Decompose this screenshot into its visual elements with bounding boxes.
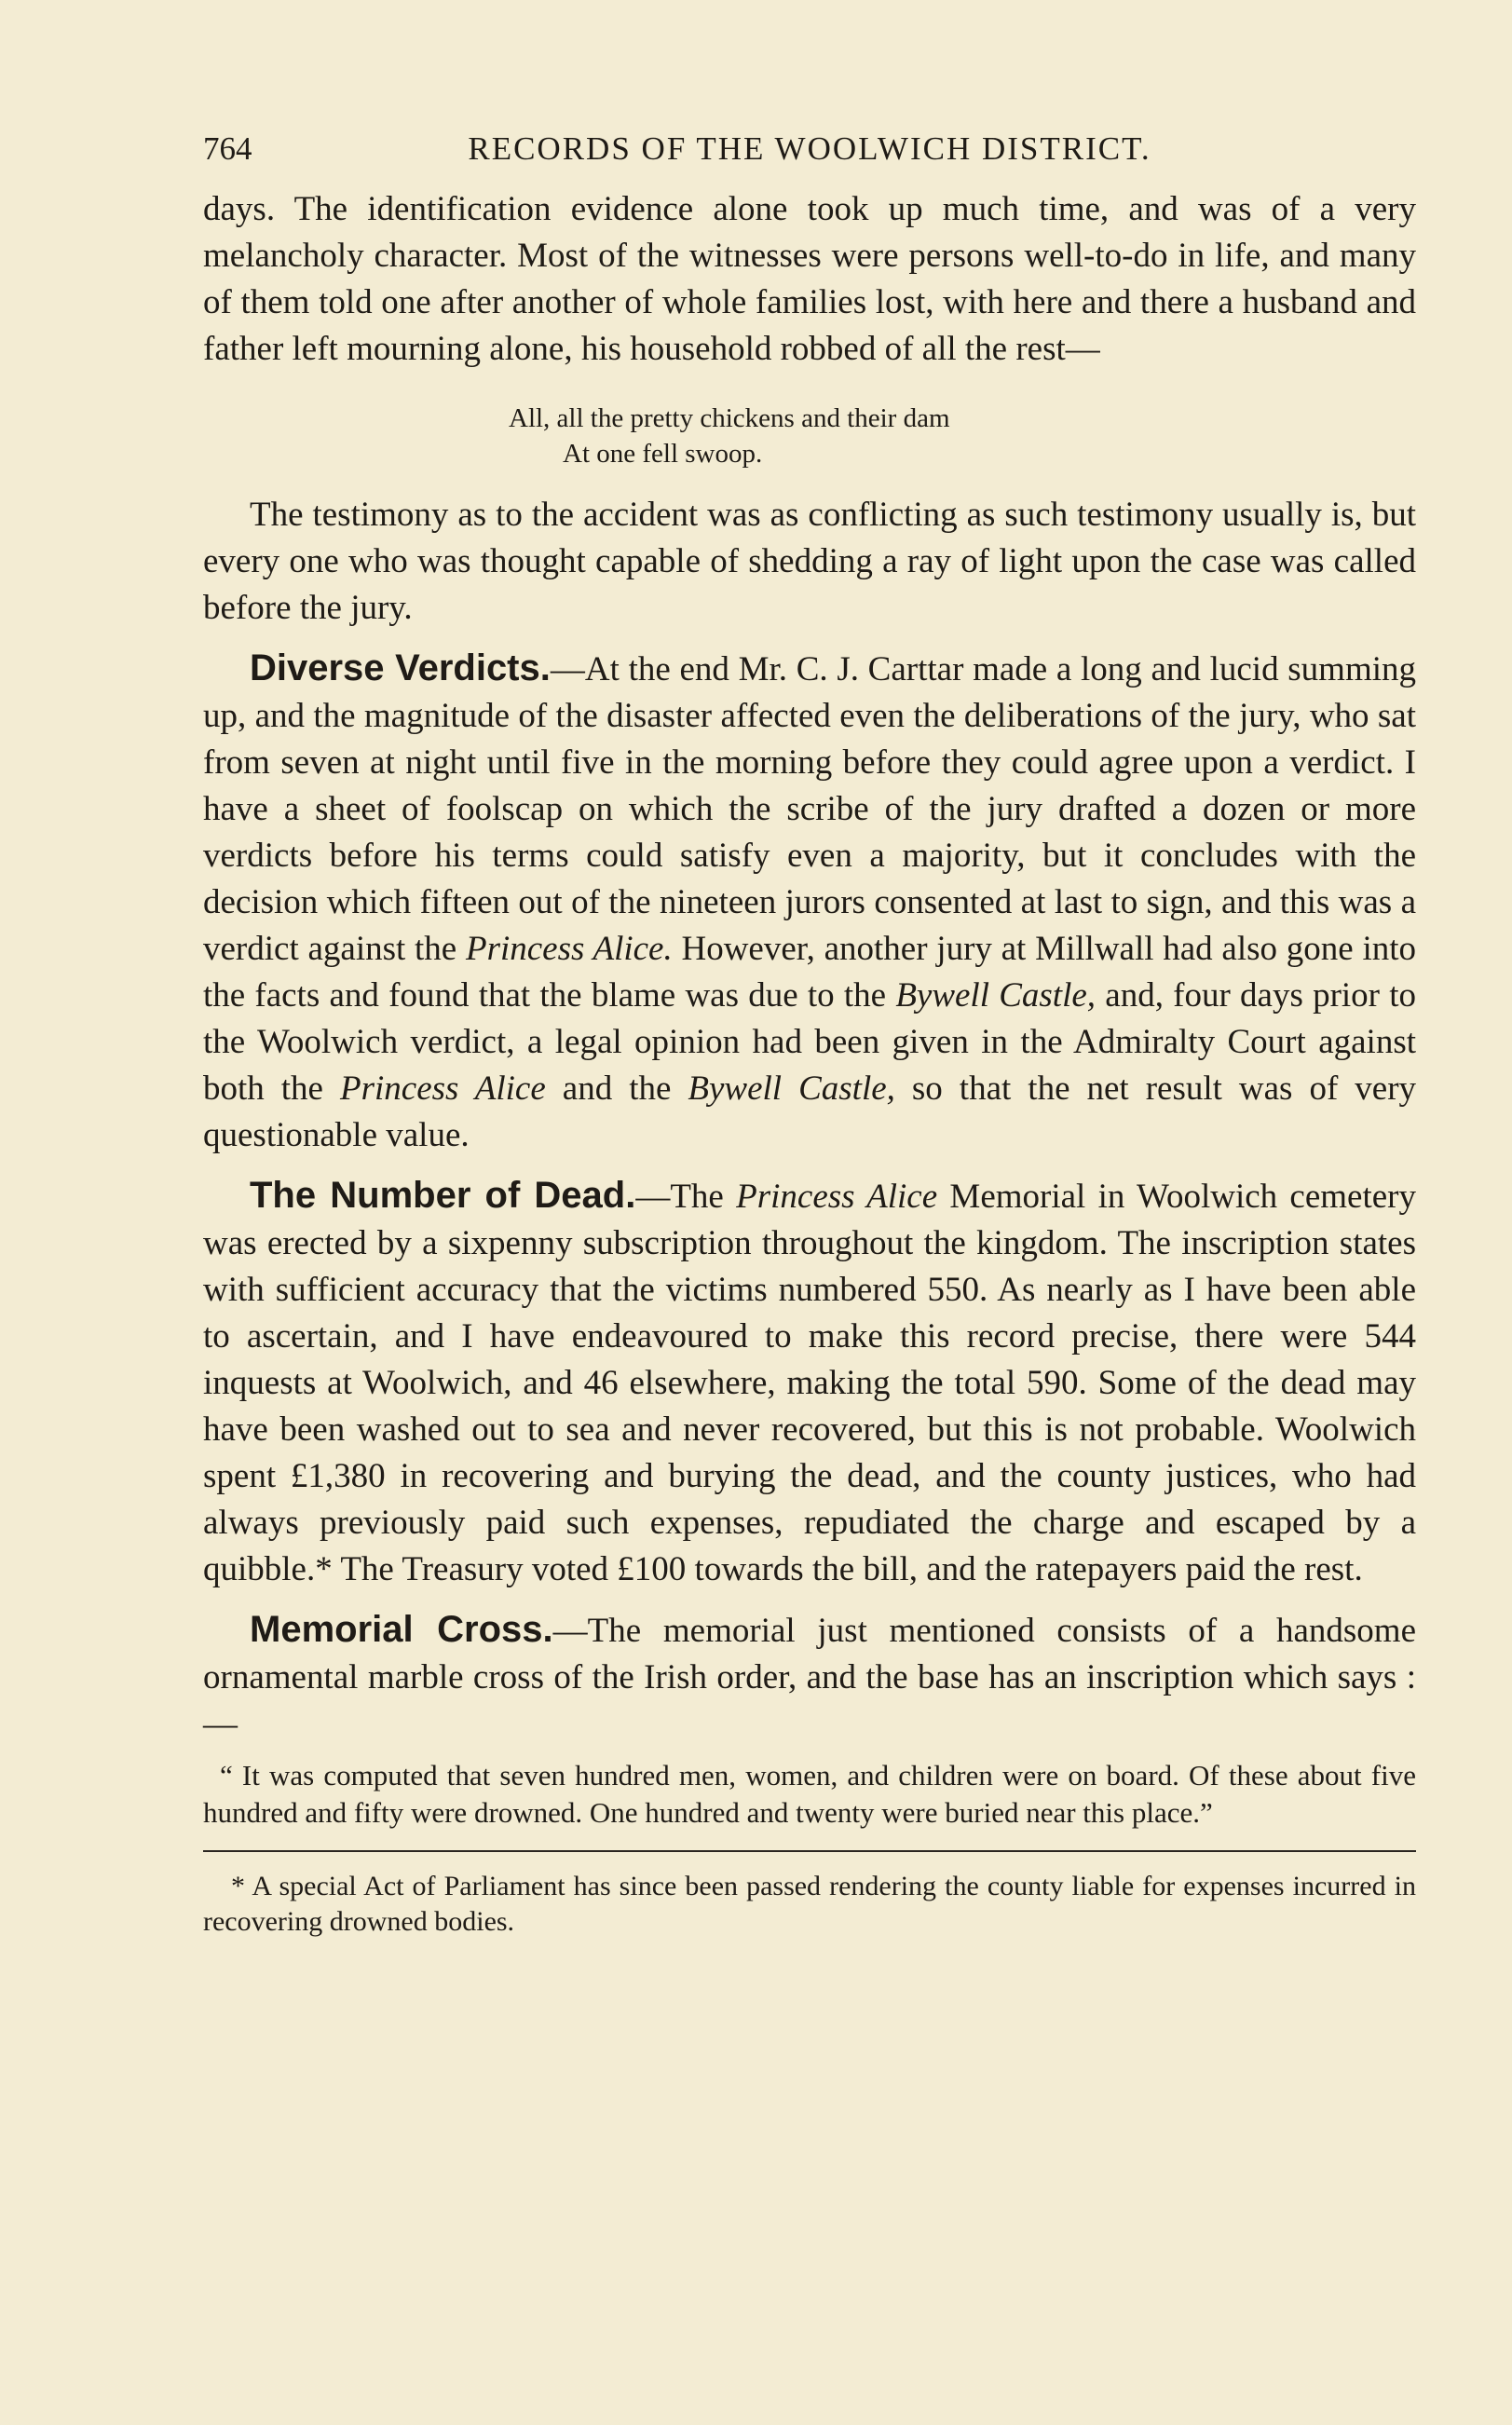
running-title: RECORDS OF THE WOOLWICH DISTRICT.: [468, 130, 1151, 167]
page-number: 764: [203, 130, 252, 167]
text-segment: so that the net result was of very questionable value.: [203, 1069, 1417, 1154]
paragraph-2: The testimony as to the accident was as conflicting as such testimony usually is, but every one who was thought capable of shedding a ray of light upon the case was called before the jury.: [203, 496, 1416, 627]
paragraph-diverse-verdicts: [203, 645, 1416, 1159]
section-heading-diverse-verdicts: Diverse Verdicts.: [250, 647, 551, 688]
paragraph-1: days. The identification evidence alone took up much time, and was of a very melancholy character. Most of the witnesses were persons well-to-do in life, and many of them told one after another of whole families lost, with here and there a husband and father left mourning alone, his household robbed of all the rest—: [203, 190, 1416, 368]
footnote: * A special Act of Parliament has since been passed rendering the county liable for expenses incurred in recovering drowned bodies.: [203, 1871, 1416, 1937]
ship-name: Bywell Castle,: [688, 1069, 895, 1108]
text-segment: Memorial in Woolwich cemetery was erected by a sixpenny subscription throughout the kingdom. The inscription states with sufficient accuracy that the victims numbered 550. As nearly as I have been able to ascertain, and I have endeavoured to make this record precise, there were 544 inquests at Woolwich, and 46 elsewhere, making the total 590. Some of the dead may have been washed out to sea and never recovered, but this is not probable. Woolwich spent £1,380 in recovering and burying the dead, and the county justices, who had always previously paid such expenses, repudiated the charge and escaped by a quibble.* The Treasury voted £100 towards the bill, and the ratepayers paid the rest.: [203, 1178, 1416, 1588]
running-header: [203, 130, 1416, 186]
text-segment: and, four days prior to the Woolwich verdict, a legal opinion had been given in the Admiralty Court against both the: [203, 976, 1417, 1108]
verse-quotation: [203, 401, 1416, 471]
text-segment: and the: [545, 1069, 688, 1108]
text-segment: —At the end Mr. C. J. Carttar made a long and lucid summing up, and the magnitude of the disaster affected even the deliberations of the jury, who sat from seven at night until five in the morning before they could agree upon a verdict. I have a sheet of foolscap on which the scribe of the jury drafted a dozen or more verdicts before his terms could satisfy even a majority, but it concludes with the decision which fifteen out of the nineteen jurors consented at last to sign, and this was a verdict against the: [203, 650, 1417, 968]
paragraph-memorial-cross: [203, 1606, 1416, 1748]
verse-line-1: All, all the pretty chickens and their dam: [509, 403, 950, 433]
verse-line-2: At one fell swoop.: [563, 439, 763, 469]
footnote-divider: [203, 1850, 1416, 1852]
text-segment: —The: [635, 1178, 737, 1216]
paragraph-number-of-dead: [203, 1172, 1416, 1593]
inscription-quote: “ It was computed that seven hundred men, women, and children were on board. Of these about five hundred and fifty were drowned. One hundred and twenty were buried near this place.”: [203, 1759, 1416, 1829]
ship-name: Bywell Castle,: [895, 976, 1097, 1015]
section-heading-number-of-dead: The Number of Dead.: [250, 1175, 636, 1216]
ship-name: Princess Alice.: [465, 930, 673, 968]
ship-name: Princess Alice: [340, 1069, 546, 1108]
ship-name: Princess Alice: [736, 1178, 938, 1216]
section-heading-memorial-cross: Memorial Cross.: [250, 1609, 553, 1650]
text-segment: —The memorial just mentioned consists of a handsome ornamental marble cross of the Irish order, and the base has an inscription which says :—: [203, 1612, 1416, 1743]
book-page: [203, 130, 1416, 1940]
text-segment: However, another jury at Millwall had also gone into the facts and found that the blame was due to the: [203, 930, 1417, 1015]
